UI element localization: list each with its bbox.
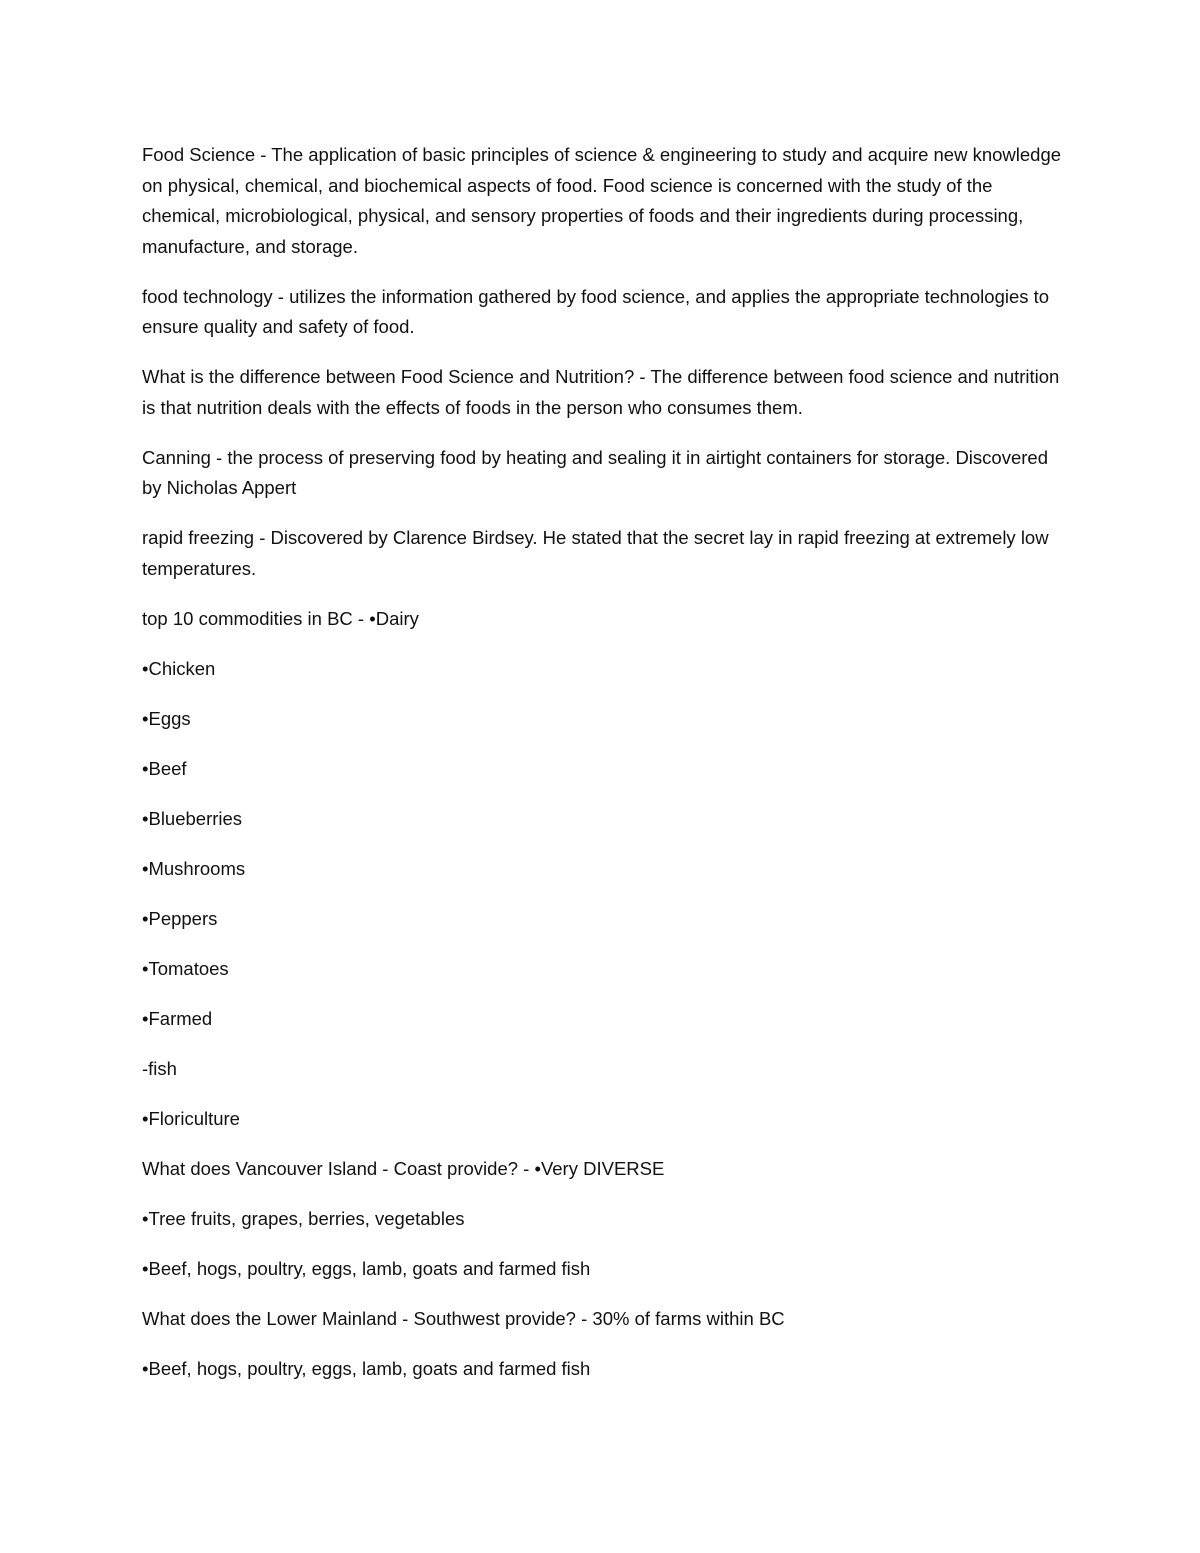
list-item: •Peppers	[142, 907, 218, 929]
list-item: •Blueberries	[142, 807, 243, 829]
list-item: -fish	[142, 1057, 177, 1079]
paragraph-science-vs-nutrition: What is the difference between Food Science and Nutrition? - The difference between food science and nutrition is that nutrition deals with the effects of foods in the person who consumes them.	[142, 366, 1060, 418]
paragraph-rapid-freezing: rapid freezing - Discovered by Clarence Birdsey. He stated that the secret lay in rapid freezing at extremely low temperatures.	[142, 527, 1049, 579]
list-item: •Eggs	[142, 707, 191, 729]
list-item: •Tree fruits, grapes, berries, vegetables	[142, 1207, 465, 1229]
paragraph-top-commodities: top 10 commodities in BC - •Dairy	[142, 607, 419, 629]
list-item: •Farmed	[142, 1007, 213, 1029]
paragraph-canning: Canning - the process of preserving food by heating and sealing it in airtight containers for storage. Discovered by Nicholas Appert	[142, 446, 1048, 498]
list-item: •Beef, hogs, poultry, eggs, lamb, goats and farmed fish	[142, 1357, 591, 1379]
list-item: •Beef, hogs, poultry, eggs, lamb, goats and farmed fish	[142, 1257, 591, 1279]
paragraph-food-science: Food Science - The application of basic principles of science & engineering to study and acquire new knowledge on physical, chemical, and biochemical aspects of food. Food science is concerned with the study of the chemical, microbiological, physical, and sensory properties of foods and their ingredients during processing, manufacture, and storage.	[142, 144, 1062, 257]
paragraph-food-technology: food technology - utilizes the information gathered by food science, and applies the appropriate technologies to ensure quality and safety of food.	[142, 285, 1050, 337]
list-item: •Mushrooms	[142, 857, 246, 879]
list-item: •Tomatoes	[142, 957, 229, 979]
paragraph-lower-mainland: What does the Lower Mainland - Southwest provide? - 30% of farms within BC	[142, 1307, 785, 1329]
list-item: •Chicken	[142, 657, 216, 679]
list-item: •Floriculture	[142, 1107, 240, 1129]
list-item: •Beef	[142, 757, 187, 779]
paragraph-vancouver-island: What does Vancouver Island - Coast provide? - •Very DIVERSE	[142, 1157, 665, 1179]
document-body	[142, 140, 1062, 1404]
